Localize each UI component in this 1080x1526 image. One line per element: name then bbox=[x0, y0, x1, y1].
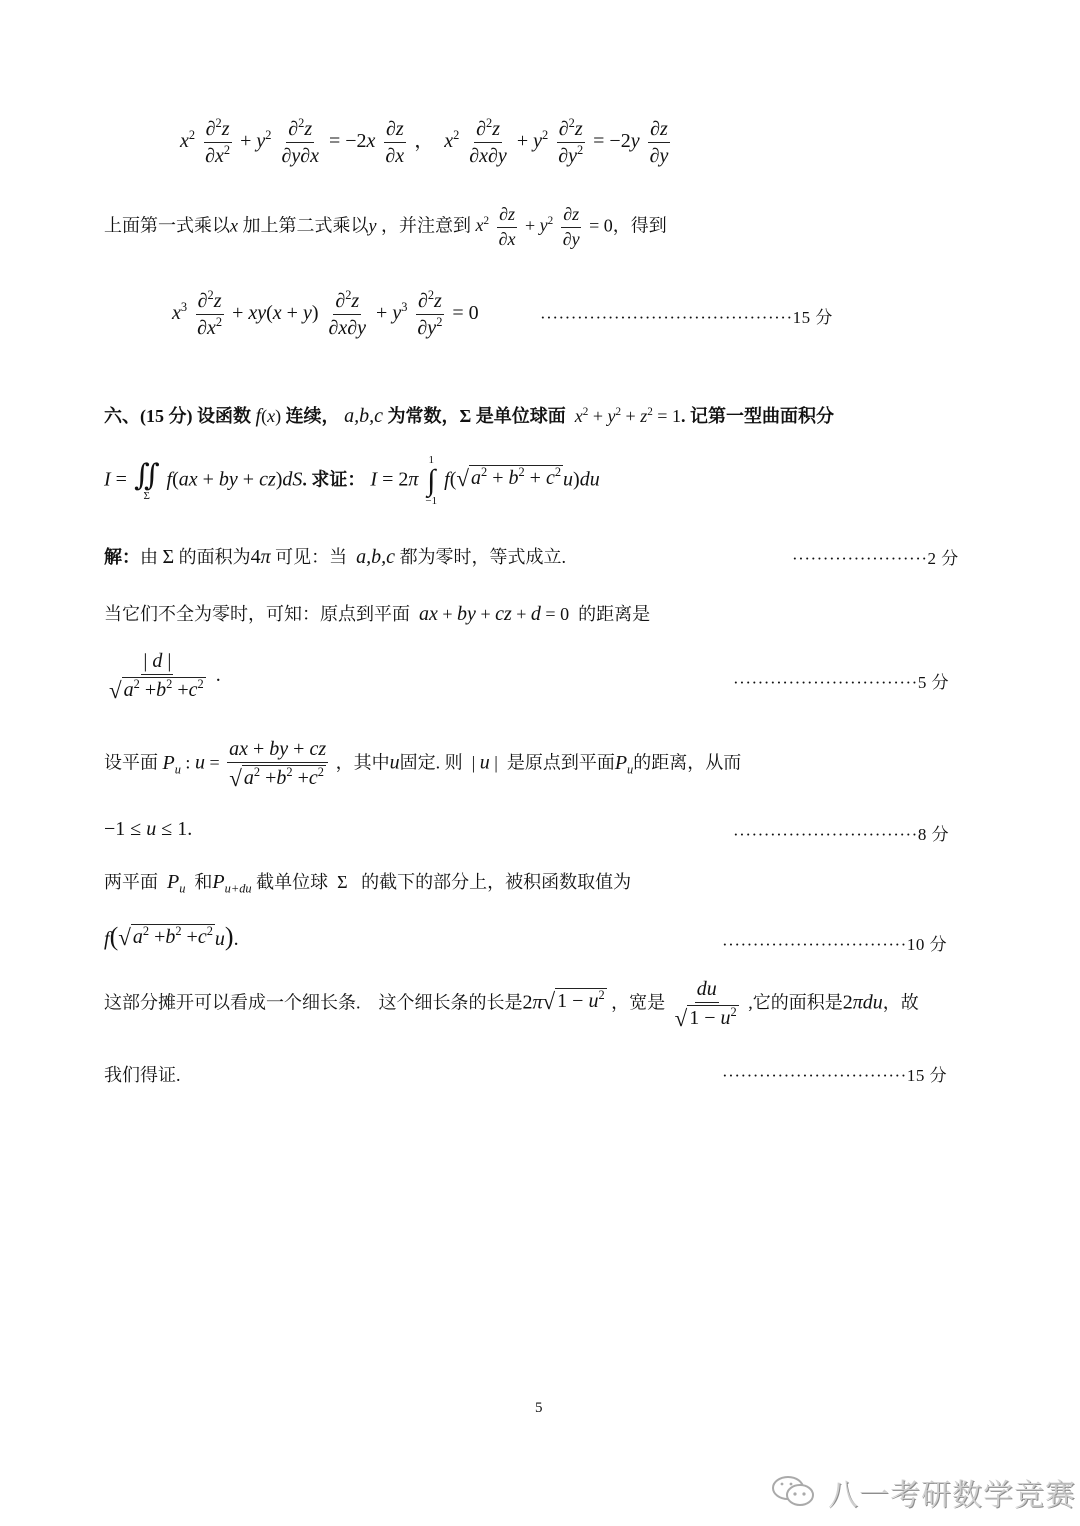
wechat-icon bbox=[770, 1474, 820, 1510]
score-marker: ······························10 分 bbox=[722, 935, 948, 954]
problem-6-statement: 六、(15 分) 设函数 f(x) 连续， a,b,c 为常数，Σ 是单位球面 $x^2 + y^2 + z^2 = 1$. 记第一型曲面积分 bbox=[104, 405, 834, 427]
score-marker: ······························15 分 bbox=[722, 1066, 948, 1085]
watermark bbox=[770, 1470, 1076, 1514]
score-marker: ·········································15 分 bbox=[540, 308, 833, 327]
solution-step-9: 我们得证. bbox=[104, 1065, 181, 1085]
score-marker: ······················2 分 bbox=[792, 549, 959, 568]
equation-result: $x^3$ $\frac{\partial^2z}{\partial x^2}$ + xy(x + y) $\frac{\partial^2z}{\partial x\partial y}$ + $y^3$ $\frac{\partial^2z}{\partial y^2}$ = 0 bbox=[172, 287, 479, 339]
page-number: 5 bbox=[535, 1400, 543, 1416]
solution-step-5: −1 ≤ u ≤ 1. bbox=[104, 818, 193, 840]
distance-formula: | d | √ $a^2 +b^2 +c^2$ . bbox=[109, 650, 221, 703]
solution-step-8: 这部分摊开可以看成一个细长条. 这个细长条的长是2π √ $1 - u^2$ ，宽是 du √ $1 - u^2$ ,它的面积是2πdu，故 bbox=[104, 978, 919, 1031]
equation-partial-derivatives: $x^2$ $\frac{\partial^2z}{\partial x^2}$ + $y^2$ $\frac{\partial^2z}{\partial y\partial x}$ = −2x $\frac{\partial z}{\partial x}$ ， $x^2$ $\frac{\partial^2z}{\partial x\partial y}$ + $y^2$ $\frac{\partial^2z}{\partial y^2}$ = −2y $\frac{\partial z}{\partial y}$ bbox=[180, 115, 669, 167]
solution-step-4: 设平面 $P_u$ : u = ax + by + cz √ $a^2 +b^2 +c^2$ ，其中u固定. 则 | u | 是原点到平面$P_u$的距离，从而 bbox=[104, 738, 742, 791]
text-line-multiply: 上面第一式乘以x 加上第二式乘以y ，并注意到 $x^2$ $\frac{\partial z}{\partial x}$ + $y^2$ $\frac{\partial z}{\partial y}$ = 0，得到 bbox=[104, 204, 667, 249]
problem-6-integral: I = ∬ Σ f(ax + by + cz)dS. 求证： I = 2π 1 ∫ −1 f( √ $a^2 + b^2 + c^2$ u)du bbox=[104, 454, 600, 507]
solution-step-2: 当它们不全为零时，可知：原点到平面 ax + by + cz + d = 0 的距离是 bbox=[104, 603, 651, 625]
score-marker: ······························5 分 bbox=[733, 673, 950, 692]
watermark-text: 八一考研数学竞赛 bbox=[828, 1478, 1076, 1513]
score-marker: ······························8 分 bbox=[733, 825, 950, 844]
solution-step-6: 两平面 $P_u$ 和$P_{u+du}$ 截单位球 Σ 的截下的部分上，被积函数取值为 bbox=[104, 871, 632, 896]
solution-step-7: f( √ $a^2 +b^2 +c^2$ u). bbox=[104, 922, 239, 951]
solution-step-1: 解：由 Σ 的面积为4π 可见：当 a,b,c 都为零时，等式成立. bbox=[104, 546, 567, 568]
